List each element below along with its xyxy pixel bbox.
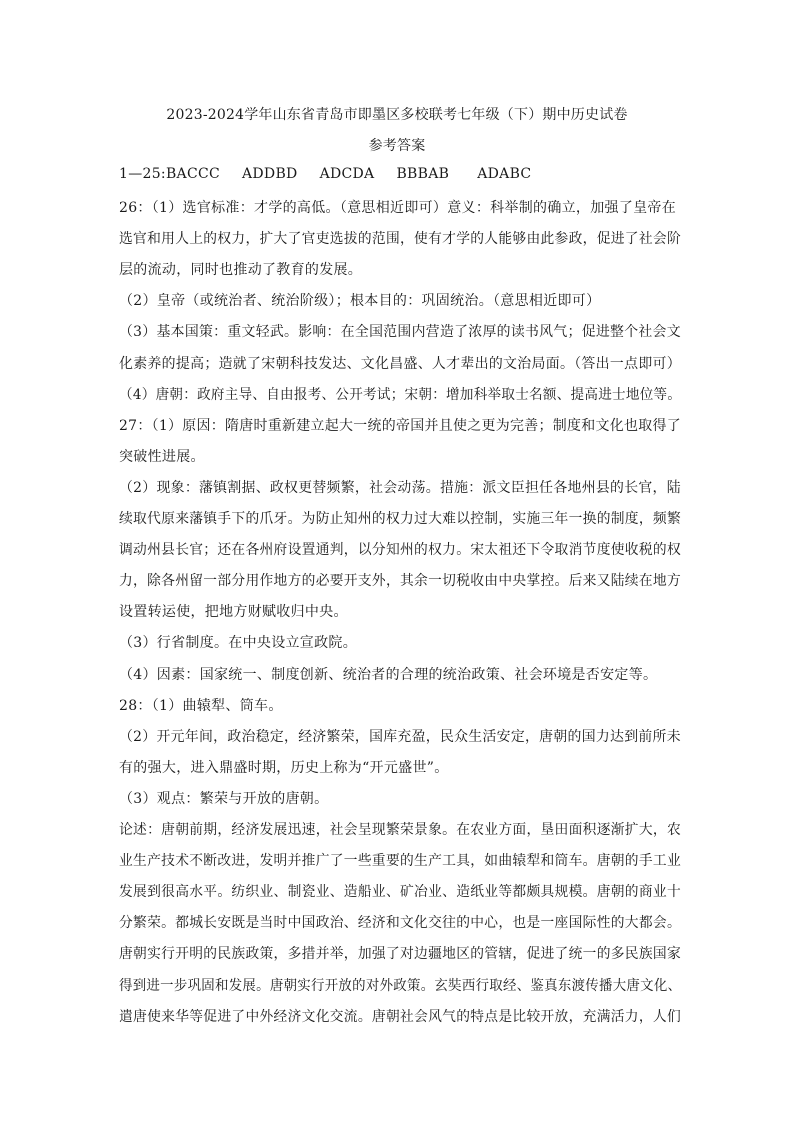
answer-line: （2）开元年间，政治稳定，经济繁荣，国库充盈，民众生活安定，唐朝的国力达到前所未 [119, 728, 681, 745]
mcq-group-4: BBBAB [396, 166, 450, 182]
mcq-group-2: ADDBD [242, 166, 298, 182]
answer-line: 选官和用人上的权力，扩大了官吏选拔的范围，使有才学的人能够由此参政，促进了社会阶 [119, 231, 681, 248]
answer-line: 26：（1）选官标准：才学的高低。（意思相近即可）意义：科举制的确立，加强了皇帝在 [119, 200, 677, 216]
answer-line: 分繁荣。都城长安既是当时中国政治、经济和文化交往的中心，也是一座国际性的大都会。 [119, 915, 681, 932]
mcq-group-3: ADCDA [319, 166, 375, 182]
answer-line: 层的流动，同时也推动了教育的发展。 [119, 262, 363, 279]
answer-line: （2）现象：藩镇割据、政权更替频繁，社会动荡。措施：派文臣担任各地州县的长官，陆 [119, 479, 681, 496]
answer-line: （2）皇帝（或统治者、统治阶级）；根本目的：巩固统治。（意思相近即可） [119, 293, 601, 310]
mcq-answers [119, 166, 679, 182]
answer-line: 28：（1）曲辕犁、筒车。 [119, 697, 283, 714]
answer-line: 发展到很高水平。纺织业、制瓷业、造船业、矿冶业、造纸业等都颇具规模。唐朝的商业十 [119, 884, 681, 901]
mcq-group-1: BACCC [165, 166, 220, 182]
mcq-group-5: ADABC [477, 166, 532, 182]
answer-line: （3）观点：繁荣与开放的唐朝。 [119, 790, 329, 807]
answer-line: （4）唐朝：政府主导、自由报考、公开考试；宋朝：增加科举取士名额、提高进士地位等。 [119, 386, 682, 403]
answer-line: 业生产技术不断改进，发明并推广了一些重要的生产工具，如曲辕犁和筒车。唐朝的手工业 [119, 853, 681, 870]
answer-line: （4）因素：国家统一、制度创新、统治者的合理的统治政策、社会环境是否安定等。 [119, 666, 658, 683]
answer-line: （3）基本国策：重文轻武。影响：在全国范围内营造了浓厚的读书风气；促进整个社会文 [119, 324, 681, 341]
answer-line: 得到进一步巩固和发展。唐朝实行开放的对外政策。玄奘西行取经、鉴真东渡传播大唐文化、 [119, 977, 682, 994]
answer-line: 力，除各州留一部分用作地方的必要开支外，其余一切税收由中央掌控。后来又陆续在地方 [119, 573, 681, 590]
answer-line: 续取代原来藩镇手下的爪牙。为防止知州的权力过大难以控制，实施三年一换的制度，频繁 [119, 511, 681, 527]
document-title: 2023-2024学年山东省青岛市即墨区多校联考七年级（下）期中历史试卷 [166, 107, 628, 123]
mcq-range: 1—25: [119, 166, 166, 182]
answer-line: （3）行省制度。在中央设立宣政院。 [119, 635, 358, 652]
answer-line: 化素养的提高；造就了宋朝科技发达、文化昌盛、人才辈出的文治局面。（答出一点即可） [119, 355, 681, 372]
answer-line: 论述：唐朝前期，经济发展迅速，社会呈现繁荣景象。在农业方面，垦田面积逐渐扩大，农 [119, 822, 681, 838]
answer-line: 27：（1）原因：隋唐时重新建立起大一统的帝国并且使之更为完善；制度和文化也取得了 [119, 417, 682, 434]
answer-line: 调动州县长官；还在各州府设置通判，以分知州的权力。宋太祖还下令取消节度使收税的权 [119, 542, 681, 559]
document-subtitle: 参考答案 [368, 138, 426, 154]
answer-line: 设置转运使，把地方财赋收归中央。 [119, 604, 348, 621]
answer-line: 遣唐使来华等促进了中外经济文化交流。唐朝社会风气的特点是比较开放，充满活力，人们 [119, 1008, 681, 1025]
answer-line: 突破性进展。 [119, 448, 205, 465]
answer-line: 唐朝实行开明的民族政策，多措并举，加强了对边疆地区的管辖，促进了统一的多民族国家 [119, 946, 681, 963]
answer-line: 有的强大，进入鼎盛时期，历史上称为“开元盛世”。 [119, 759, 449, 776]
